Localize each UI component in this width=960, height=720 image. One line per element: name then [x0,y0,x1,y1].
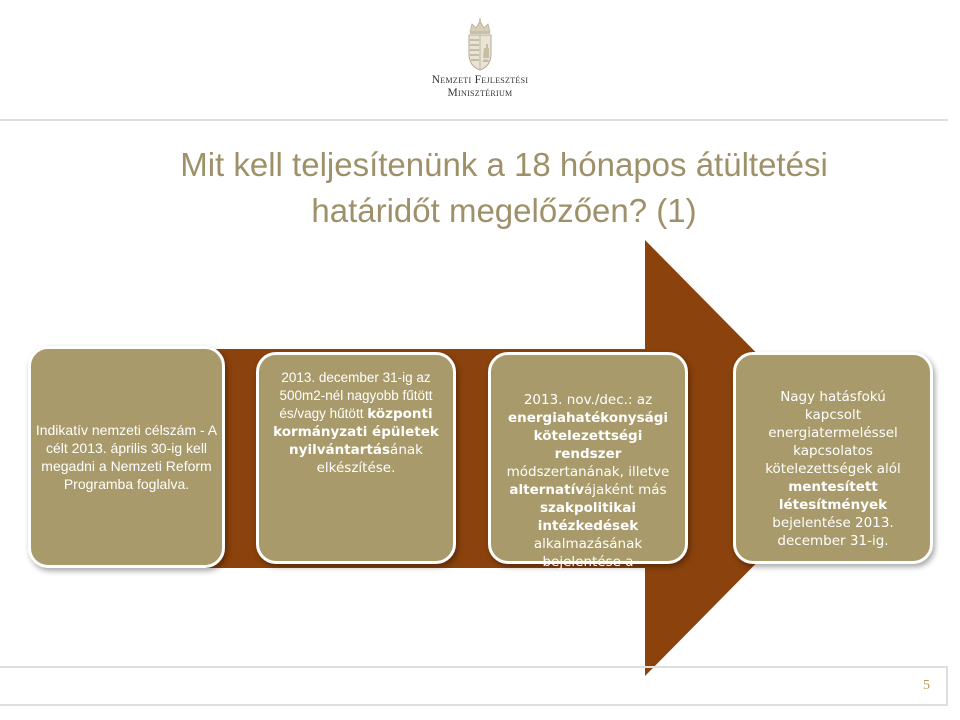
step-4-bold: mentesített létesítmények [778,479,888,513]
step-1-text: - A célt 2013. április 30-ig kell megadni a Nemzeti Reform Programba foglalva. [41,422,218,492]
step-box-2 [256,352,456,564]
page-number: 5 [923,678,930,693]
step-box-1-text [31,421,222,493]
step-1-highlight: Indikatív nemzeti célszám [35,422,197,438]
ministry-name-line1: Nemzeti Fejlesztési [431,74,529,86]
slide-title-line2: határidőt megelőzően? (1) [311,192,697,229]
step-4-text-b: bejelentése 2013. december 31-ig. [772,515,894,549]
step-box-4 [733,352,933,564]
step-3-text-d: alkalmazásának bejelentése a Bizottságnak. [533,536,643,588]
step-box-2-text [259,369,453,477]
step-box-3 [488,352,688,588]
step-box-3-text [491,391,685,589]
step-box-4-text [736,388,930,550]
step-3-bold-a: energiahatékonysági kötelezettségi rendszer [507,410,669,462]
step-3-bold-c: szakpolitikai intézkedések [537,500,639,534]
step-3-bold-b: alternatív [509,482,585,498]
step-2-text-a: 2013. december 31-ig az 500m2-nél nagyobb fűtött és/vagy hűtött [279,370,433,421]
step-3-text-a: 2013. nov./dec.: az [523,392,653,408]
slide-title-line1: Mit kell teljesítenünk a 18 hónapos átültetési [180,146,828,183]
step-4-text-a: Nagy hatásfokú kapcsolt energiatermeléssel kapcsolatos kötelezettségek alól [765,389,901,477]
step-3-text-b: módszertanának, illetve [506,464,670,480]
step-2-text-b: ának elkészítése. [316,442,423,476]
step-3-text-c: ájaként más [584,482,667,498]
step-box-1 [28,346,225,568]
step-2-bold: központi kormányzati épületek nyilvántartás [273,406,439,458]
ministry-name-line2: Minisztérium [447,87,513,99]
footer-bar [0,666,948,706]
